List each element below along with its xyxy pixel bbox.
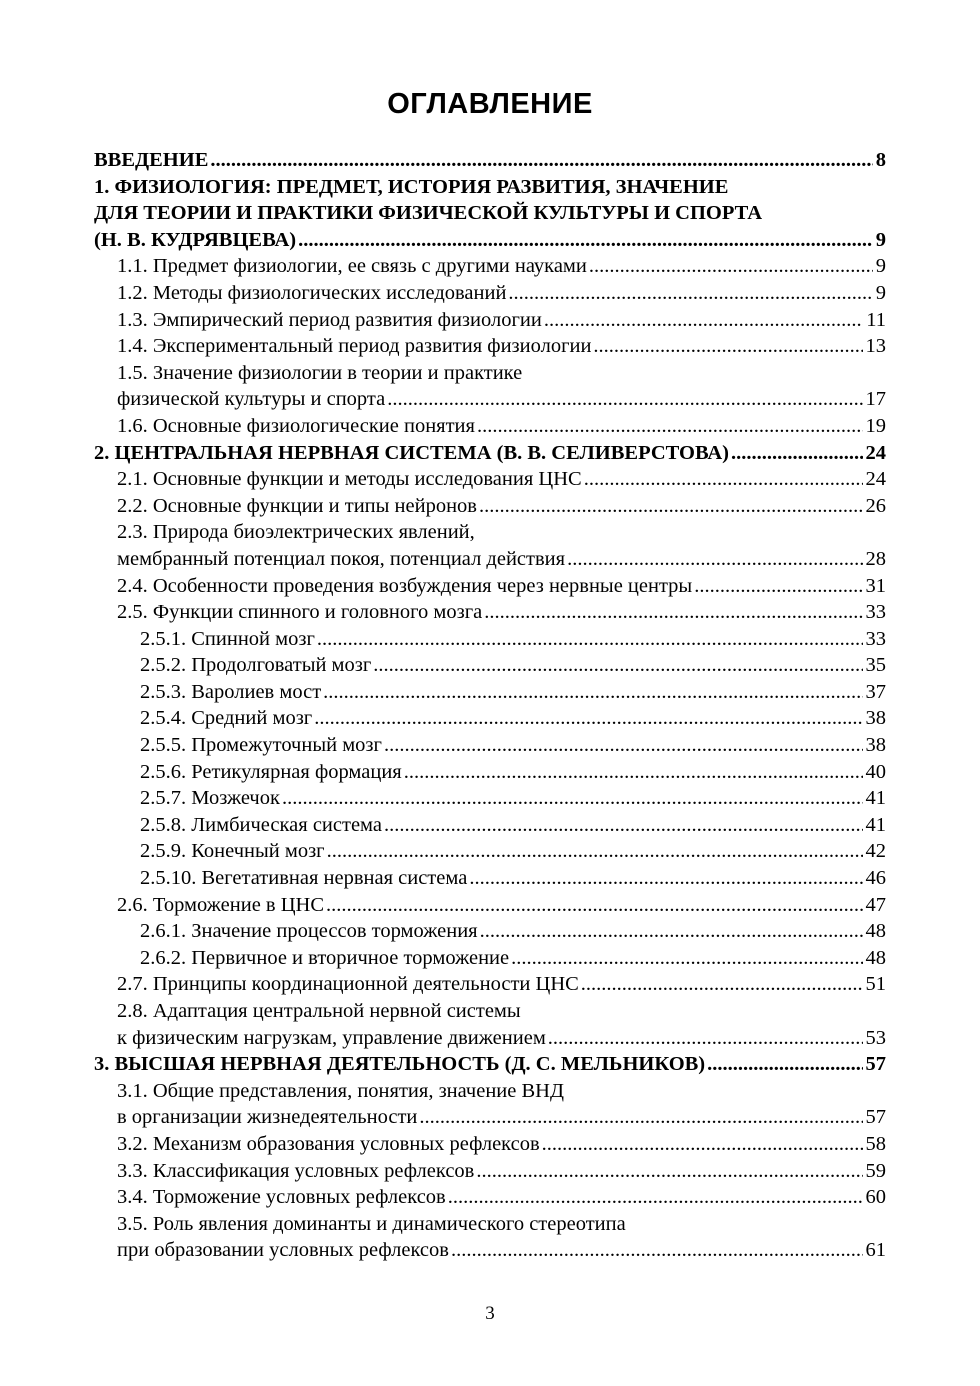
toc-line [94, 599, 886, 626]
toc-page-number: 17 [865, 388, 886, 411]
toc-line [94, 1184, 886, 1211]
dot-leader [384, 812, 863, 839]
toc-page-number: 42 [865, 840, 886, 863]
toc-page-number: 24 [865, 468, 886, 491]
toc-entry-title: 2.5.1. Спинной мозг [140, 627, 315, 650]
toc-entry[interactable] [94, 1158, 886, 1185]
dot-leader [477, 413, 863, 440]
dot-leader [404, 759, 863, 786]
toc-line [94, 307, 886, 334]
toc-page-number: 47 [865, 893, 886, 916]
toc-line [94, 812, 886, 839]
toc-page-number: 48 [865, 946, 886, 969]
toc-page-number: 59 [865, 1159, 886, 1182]
toc-line [94, 519, 886, 546]
toc-entry[interactable] [94, 971, 886, 998]
toc-page-number: 9 [875, 228, 886, 251]
dot-leader [210, 147, 872, 174]
toc-page-number: 51 [865, 973, 886, 996]
toc-entry-title: 2.5.8. Лимбическая система [140, 813, 382, 836]
toc-entry-title: 2.6.1. Значение процессов торможения [140, 920, 478, 943]
toc-line [94, 679, 886, 706]
toc-entry[interactable] [94, 307, 886, 334]
toc-entry-title: 2.1. Основные функции и методы исследования ЦНС [117, 468, 582, 491]
toc-entry[interactable] [94, 147, 886, 174]
toc-page-number: 57 [865, 1053, 886, 1076]
toc-entry-title: в организации жизнедеятельности [117, 1106, 418, 1129]
toc-page-number: 37 [865, 680, 886, 703]
toc-entry[interactable] [94, 945, 886, 972]
toc-entry[interactable] [94, 812, 886, 839]
dot-leader [317, 626, 863, 653]
dot-leader [326, 892, 862, 919]
toc-page-number: 31 [865, 574, 886, 597]
toc-entry[interactable] [94, 253, 886, 280]
toc-entry[interactable] [94, 493, 886, 520]
toc-entry-title: 2.6. Торможение в ЦНС [117, 893, 325, 916]
toc-entry-title: 3.3. Классификация условных рефлексов [117, 1159, 475, 1182]
table-of-contents [94, 147, 886, 1264]
toc-line [94, 280, 886, 307]
toc-page-number: 9 [875, 281, 886, 304]
toc-page-number: 40 [865, 760, 886, 783]
toc-entry[interactable] [94, 732, 886, 759]
toc-page-number: 60 [865, 1186, 886, 1209]
toc-line [94, 865, 886, 892]
dot-leader [469, 865, 862, 892]
toc-entry-title: 1.3. Эмпирический период развития физиологии [117, 308, 542, 331]
toc-entry[interactable] [94, 360, 886, 413]
toc-entry[interactable] [94, 1184, 886, 1211]
toc-entry-title: 2.2. Основные функции и типы нейронов [117, 494, 477, 517]
toc-entry[interactable] [94, 1078, 886, 1131]
toc-line [94, 918, 886, 945]
dot-leader [511, 945, 862, 972]
toc-page-number: 11 [866, 308, 886, 331]
dot-leader [589, 253, 873, 280]
toc-line [94, 147, 886, 174]
toc-line [94, 998, 886, 1025]
toc-entry[interactable] [94, 865, 886, 892]
dot-leader [387, 386, 862, 413]
toc-line [94, 253, 886, 280]
toc-line [94, 1131, 886, 1158]
dot-leader [581, 971, 863, 998]
toc-entry-title: ВВЕДЕНИЕ [94, 149, 209, 171]
dot-leader [548, 1025, 863, 1052]
toc-page-number: 46 [865, 867, 886, 890]
dot-leader [544, 307, 863, 334]
toc-line [94, 466, 886, 493]
toc-entry-title: мембранный потенциал покоя, потенциал действия [117, 547, 566, 570]
toc-entry-title: (Н. В. КУДРЯВЦЕВА) [94, 228, 297, 251]
toc-line [94, 838, 886, 865]
dot-leader [373, 652, 862, 679]
toc-entry[interactable] [94, 1211, 886, 1264]
toc-line [94, 626, 886, 653]
dot-leader [584, 466, 863, 493]
toc-page-number: 8 [875, 149, 886, 171]
toc-entry-title: 2.5.4. Средний мозг [140, 707, 313, 730]
toc-entry-title: при образовании условных рефлексов [117, 1239, 449, 1262]
toc-entry[interactable] [94, 573, 886, 600]
toc-entry-title: 3. ВЫСШАЯ НЕРВНАЯ ДЕЯТЕЛЬНОСТЬ (Д. С. МЕЛЬНИКОВ) [94, 1053, 706, 1076]
toc-page-number: 48 [865, 920, 886, 943]
toc-entry[interactable] [94, 838, 886, 865]
toc-line [94, 1051, 886, 1078]
toc-entry[interactable] [94, 174, 886, 254]
toc-entry[interactable] [94, 440, 886, 467]
toc-entry-title: ДЛЯ ТЕОРИИ И ПРАКТИКИ ФИЗИЧЕСКОЙ КУЛЬТУРЫ И СПОРТА [94, 202, 763, 225]
toc-entry-title: к физическим нагрузкам, управление движением [117, 1026, 546, 1049]
toc-page-number: 41 [865, 787, 886, 810]
toc-page-number: 26 [865, 494, 886, 517]
toc-line [94, 1211, 886, 1238]
dot-leader [327, 838, 863, 865]
dot-leader [314, 705, 862, 732]
toc-line [94, 1025, 886, 1052]
toc-page-number: 24 [865, 441, 886, 464]
toc-line [94, 174, 886, 201]
toc-entry-title: 3.2. Механизм образования условных рефлексов [117, 1132, 540, 1155]
page-number: 3 [485, 1303, 495, 1324]
toc-line [94, 493, 886, 520]
dot-leader [384, 732, 863, 759]
toc-entry-title: 2.4. Особенности проведения возбуждения через нервные центры [117, 574, 693, 597]
toc-entry-title: 1.4. Экспериментальный период развития физиологии [117, 335, 592, 358]
toc-entry-title: 2.5.10. Вегетативная нервная система [140, 867, 468, 890]
toc-page-number: 58 [865, 1132, 886, 1155]
dot-leader [567, 546, 862, 573]
toc-entry-title: 2.5.2. Продолговатый мозг [140, 654, 372, 677]
toc-entry[interactable] [94, 519, 886, 572]
toc-page-number: 33 [865, 627, 886, 650]
toc-page-number: 53 [865, 1026, 886, 1049]
toc-entry[interactable] [94, 413, 886, 440]
toc-line [94, 360, 886, 387]
toc-entry[interactable] [94, 892, 886, 919]
dot-leader [323, 679, 862, 706]
toc-line [94, 333, 886, 360]
toc-line [94, 1078, 886, 1105]
toc-entry-title: 1. ФИЗИОЛОГИЯ: ПРЕДМЕТ, ИСТОРИЯ РАЗВИТИЯ, ЗНАЧЕНИЕ [94, 175, 729, 198]
toc-page-number: 28 [865, 547, 886, 570]
toc-entry-title: 2.6.2. Первичное и вторичное торможение [140, 946, 510, 969]
dot-leader [694, 573, 862, 600]
toc-page-number: 19 [865, 414, 886, 437]
dot-leader [542, 1131, 863, 1158]
toc-page-number: 38 [865, 707, 886, 730]
toc-line [94, 440, 886, 467]
toc-entry[interactable] [94, 1051, 886, 1078]
dot-leader [419, 1104, 862, 1131]
toc-entry[interactable] [94, 599, 886, 626]
toc-page-number: 33 [865, 601, 886, 624]
toc-line [94, 546, 886, 573]
toc-entry[interactable] [94, 918, 886, 945]
toc-line [94, 971, 886, 998]
toc-entry[interactable] [94, 759, 886, 786]
toc-entry-title: 3.4. Торможение условных рефлексов [117, 1186, 446, 1209]
toc-line [94, 892, 886, 919]
dot-leader [480, 918, 863, 945]
toc-entry-title: 2.8. Адаптация центральной нервной системы [117, 1000, 521, 1022]
toc-line [94, 1104, 886, 1131]
toc-entry-title: 1.5. Значение физиологии в теории и практике [117, 361, 523, 384]
dot-leader [593, 333, 862, 360]
toc-line [94, 227, 886, 254]
dot-leader [476, 1158, 862, 1185]
toc-entry[interactable] [94, 1131, 886, 1158]
toc-entry-title: 2.3. Природа биоэлектрических явлений, [117, 521, 475, 544]
toc-entry-title: 1.2. Методы физиологических исследований [117, 281, 507, 304]
toc-entry-title: 2.5.6. Ретикулярная формация [140, 760, 402, 783]
toc-entry-title: 3.1. Общие представления, понятия, значение ВНД [117, 1079, 564, 1102]
toc-line [94, 759, 886, 786]
toc-entry-title: 2.5.9. Конечный мозг [140, 840, 325, 863]
toc-entry-title: 2.5.3. Варолиев мост [140, 680, 322, 703]
toc-entry[interactable] [94, 466, 886, 493]
toc-entry[interactable] [94, 652, 886, 679]
toc-page-number: 38 [865, 734, 886, 757]
toc-entry[interactable] [94, 626, 886, 653]
toc-line [94, 1237, 886, 1264]
toc-line [94, 573, 886, 600]
dot-leader [282, 785, 863, 812]
toc-line [94, 945, 886, 972]
toc-entry[interactable] [94, 333, 886, 360]
toc-entry-title: 3.5. Роль явления доминанты и динамического стереотипа [117, 1212, 626, 1235]
toc-line [94, 386, 886, 413]
toc-page-number: 9 [875, 255, 886, 278]
dot-leader [451, 1237, 863, 1264]
toc-line [94, 413, 886, 440]
toc-page-number: 61 [865, 1239, 886, 1262]
toc-page-number: 13 [865, 335, 886, 358]
toc-line [94, 200, 886, 227]
dot-leader [479, 493, 863, 520]
toc-entry[interactable] [94, 785, 886, 812]
toc-entry-title: 2.5.5. Промежуточный мозг [140, 734, 382, 757]
toc-page-number: 57 [865, 1106, 886, 1129]
toc-line [94, 705, 886, 732]
toc-entry-title: 2.5.7. Мозжечок [140, 787, 280, 810]
page-title: ОГЛАВЛЕНИЕ [387, 88, 593, 120]
toc-entry-title: 1.1. Предмет физиологии, ее связь с другими науками [117, 255, 587, 278]
toc-entry-title: 2.5. Функции спинного и головного мозга [117, 601, 483, 624]
dot-leader [731, 440, 862, 467]
toc-entry[interactable] [94, 705, 886, 732]
toc-entry-title: 2. ЦЕНТРАЛЬНАЯ НЕРВНАЯ СИСТЕМА (В. В. СЕЛИВЕРСТОВА) [94, 441, 730, 464]
dot-leader [508, 280, 872, 307]
toc-entry-title: физической культуры и спорта [117, 388, 386, 411]
toc-line [94, 1158, 886, 1185]
toc-page-number: 35 [865, 654, 886, 677]
dot-leader [707, 1051, 862, 1078]
dot-leader [298, 227, 873, 254]
toc-page-number: 41 [865, 813, 886, 836]
dot-leader [484, 599, 862, 626]
toc-line [94, 652, 886, 679]
toc-entry[interactable] [94, 679, 886, 706]
toc-entry[interactable] [94, 280, 886, 307]
dot-leader [448, 1184, 863, 1211]
toc-line [94, 785, 886, 812]
toc-line [94, 732, 886, 759]
toc-entry[interactable] [94, 998, 886, 1051]
toc-entry-title: 1.6. Основные физиологические понятия [117, 414, 475, 437]
toc-entry-title: 2.7. Принципы координационной деятельности ЦНС [117, 973, 579, 996]
